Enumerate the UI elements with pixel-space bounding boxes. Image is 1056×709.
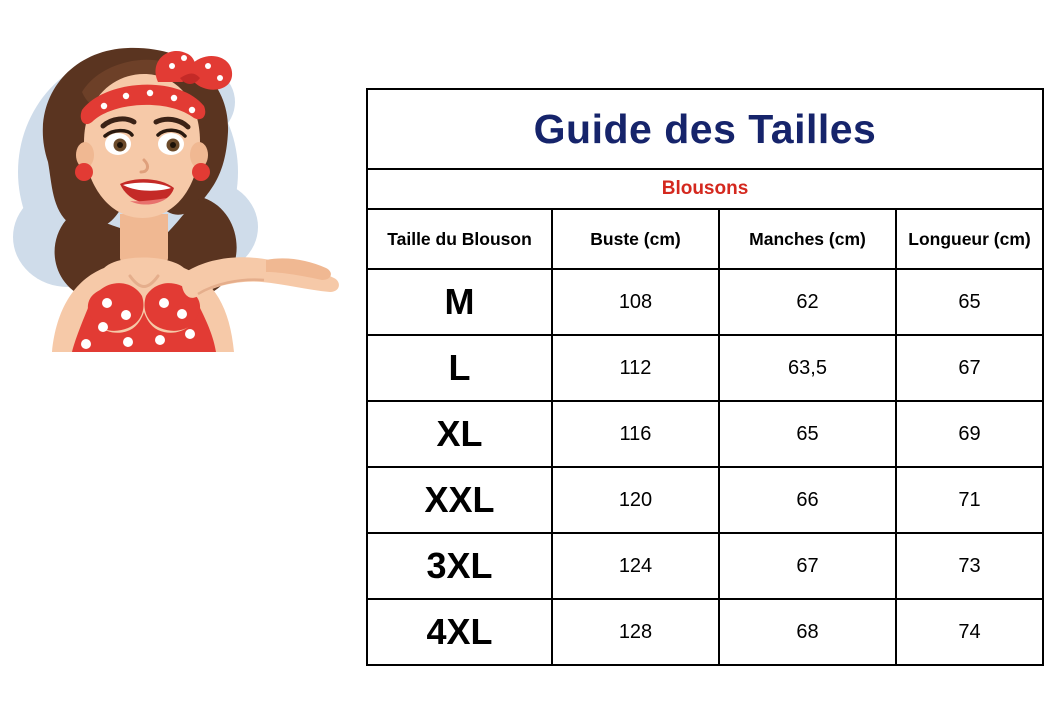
size-table (366, 88, 1044, 666)
table-row (367, 335, 1043, 401)
earring-left (75, 163, 93, 181)
cell-manches: 65 (719, 401, 896, 467)
size-table-container (366, 88, 1042, 666)
cell-buste: 120 (552, 467, 719, 533)
earring-right (192, 163, 210, 181)
table-title-row (367, 89, 1043, 169)
column-header-buste: Buste (cm) (552, 209, 719, 269)
cell-buste: 116 (552, 401, 719, 467)
table-row (367, 269, 1043, 335)
cell-size: M (367, 269, 552, 335)
table-header-row (367, 209, 1043, 269)
table-subtitle: Blousons (367, 169, 1043, 209)
cell-size: XXL (367, 467, 552, 533)
cell-size: L (367, 335, 552, 401)
cell-size: 3XL (367, 533, 552, 599)
cell-buste: 112 (552, 335, 719, 401)
cell-manches: 66 (719, 467, 896, 533)
cell-manches: 68 (719, 599, 896, 665)
cell-longueur: 71 (896, 467, 1043, 533)
table-row (367, 599, 1043, 665)
table-row (367, 401, 1043, 467)
cell-size: 4XL (367, 599, 552, 665)
cell-longueur: 74 (896, 599, 1043, 665)
table-row (367, 533, 1043, 599)
cell-manches: 67 (719, 533, 896, 599)
table-subtitle-row (367, 169, 1043, 209)
cell-size: XL (367, 401, 552, 467)
cell-longueur: 69 (896, 401, 1043, 467)
cell-buste: 108 (552, 269, 719, 335)
column-header-size: Taille du Blouson (367, 209, 552, 269)
cell-buste: 124 (552, 533, 719, 599)
cell-manches: 63,5 (719, 335, 896, 401)
table-row (367, 467, 1043, 533)
page-title: Guide des Tailles (367, 89, 1043, 169)
column-header-manches: Manches (cm) (719, 209, 896, 269)
presenting-hand (182, 257, 339, 298)
cell-longueur: 65 (896, 269, 1043, 335)
cell-longueur: 73 (896, 533, 1043, 599)
cell-manches: 62 (719, 269, 896, 335)
column-header-longueur: Longueur (cm) (896, 209, 1043, 269)
cell-buste: 128 (552, 599, 719, 665)
pin-up-woman-illustration (8, 22, 348, 352)
cell-longueur: 67 (896, 335, 1043, 401)
